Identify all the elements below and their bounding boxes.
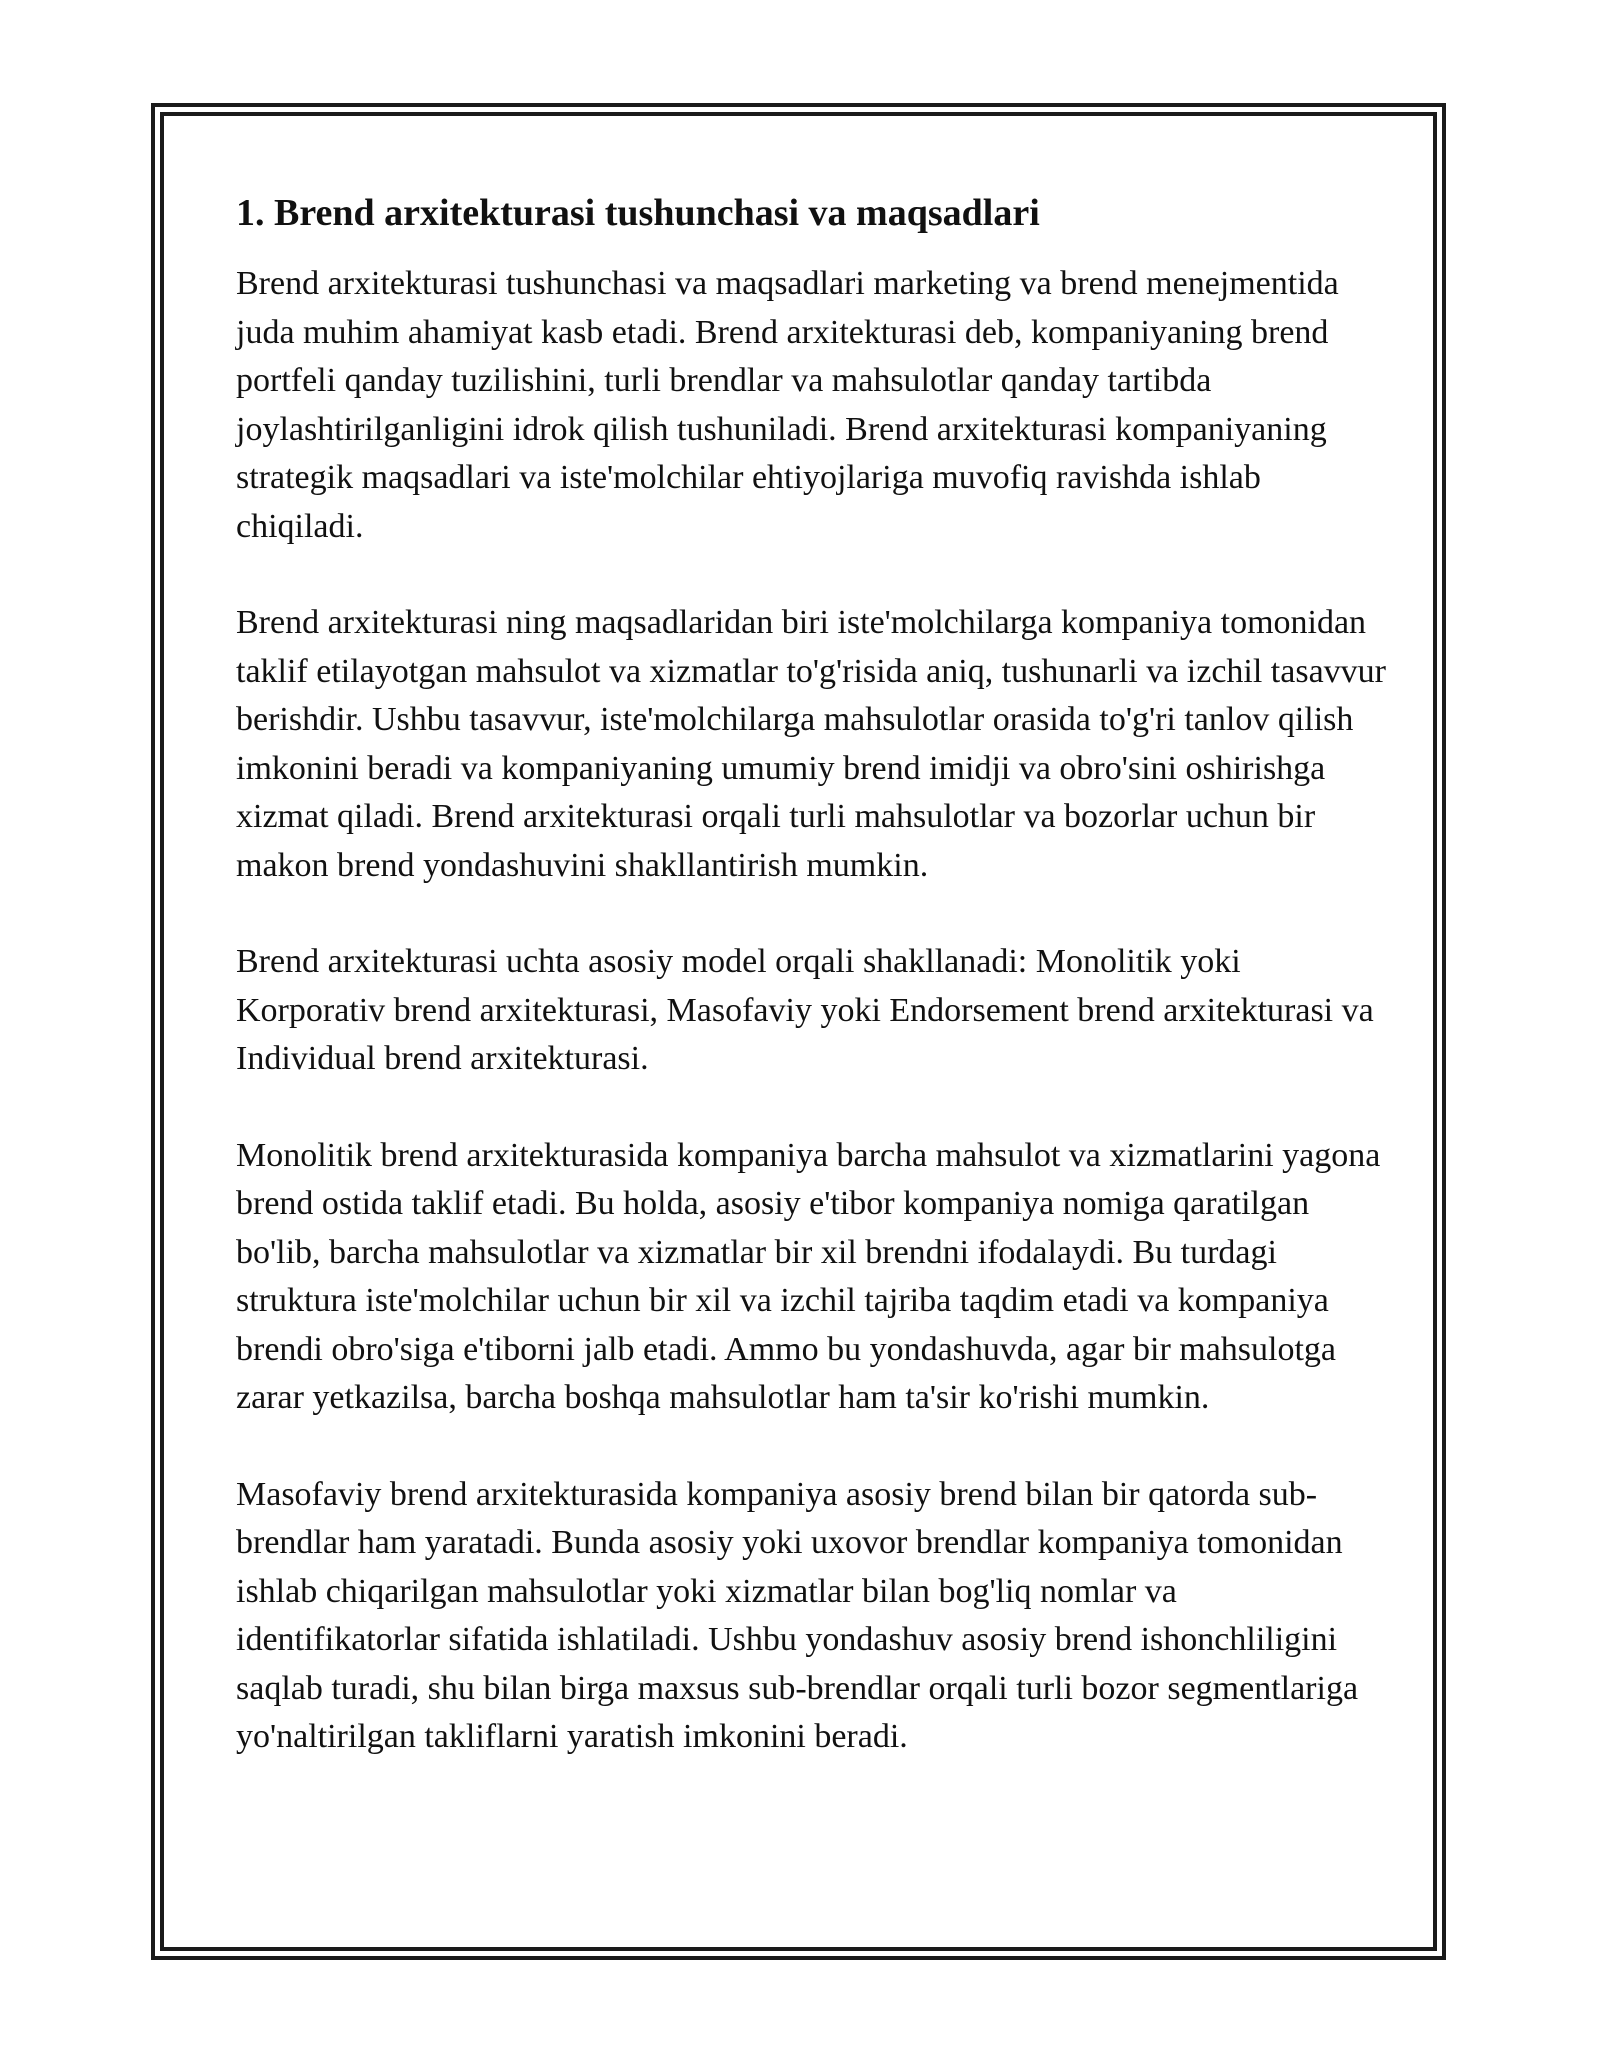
paragraph-models: Brend arxitekturasi uchta asosiy model orqali shakllanadi: Monolitik yoki Korporativ brend arxitekturasi, Masofaviy yoki Endorsement brend arxitekturasi va Individual brend arxitekturasi.	[236, 943, 1374, 1077]
paragraph-monolithic: Monolitik brend arxitekturasida kompaniya barcha mahsulot va xizmatlarini yagona brend ostida taklif etadi. Bu holda, asosiy e'tibor kompaniya nomiga qaratilgan bo'lib, barcha mahsulotlar va xizmatlar bir xil brendni ifodalaydi. Bu turdagi struktura iste'molchilar uchun bir xil va izchil tajriba taqdim etadi va kompaniya brendi obro'siga e'tiborni jalb etadi. Ammo bu yondashuvda, agar bir mahsulotga zarar yetkazilsa, barcha boshqa mahsulotlar ham ta'sir ko'rishi mumkin.	[236, 1136, 1381, 1416]
paragraph-intro: Brend arxitekturasi tushunchasi va maqsadlari marketing va brend menejmentida juda muhim ahamiyat kasb etadi. Brend arxitekturasi deb, kompaniyaning brend portfeli qanday tuzilishini, turli brendlar va mahsulotlar qanday tartibda joylashtirilganligini idrok qilish tushuniladi. Brend arxitekturasi kompaniyaning strategik maqsadlari va iste'molchilar ehtiyojlariga muvofiq ravishda ishlab chiqiladi.	[236, 265, 1339, 545]
document-body	[236, 186, 1386, 1762]
paragraph-endorsement: Masofaviy brend arxitekturasida kompaniya asosiy brend bilan bir qatorda sub-brendlar ham yaratadi. Bunda asosiy yoki uxovor brendlar kompaniya tomonidan ishlab chiqarilgan mahsulotlar yoki xizmatlar bilan bog'liq nomlar va identifikatorlar sifatida ishlatiladi. Ushbu yondashuv asosiy brend ishonchliligini saqlab turadi, shu bilan birga maxsus sub-brendlar orqali turli bozor segmentlariga yo'naltirilgan takliflarni yaratish imkonini beradi.	[236, 1475, 1359, 1755]
paragraph-goals: Brend arxitekturasi ning maqsadlaridan biri iste'molchilarga kompaniya tomonidan taklif etilayotgan mahsulot va xizmatlar to'g'risida aniq, tushunarli va izchil tasavvur berishdir. Ushbu tasavvur, iste'molchilarga mahsulotlar orasida to'g'ri tanlov qilish imkonini beradi va kompaniyaning umumiy brend imidji va obro'sini oshirishga xizmat qiladi. Brend arxitekturasi orqali turli mahsulotlar va bozorlar uchun bir makon brend yondashuvini shakllantirish mumkin.	[236, 604, 1386, 884]
section-heading: 1. Brend arxitekturasi tushunchasi va maqsadlari	[236, 192, 1040, 234]
